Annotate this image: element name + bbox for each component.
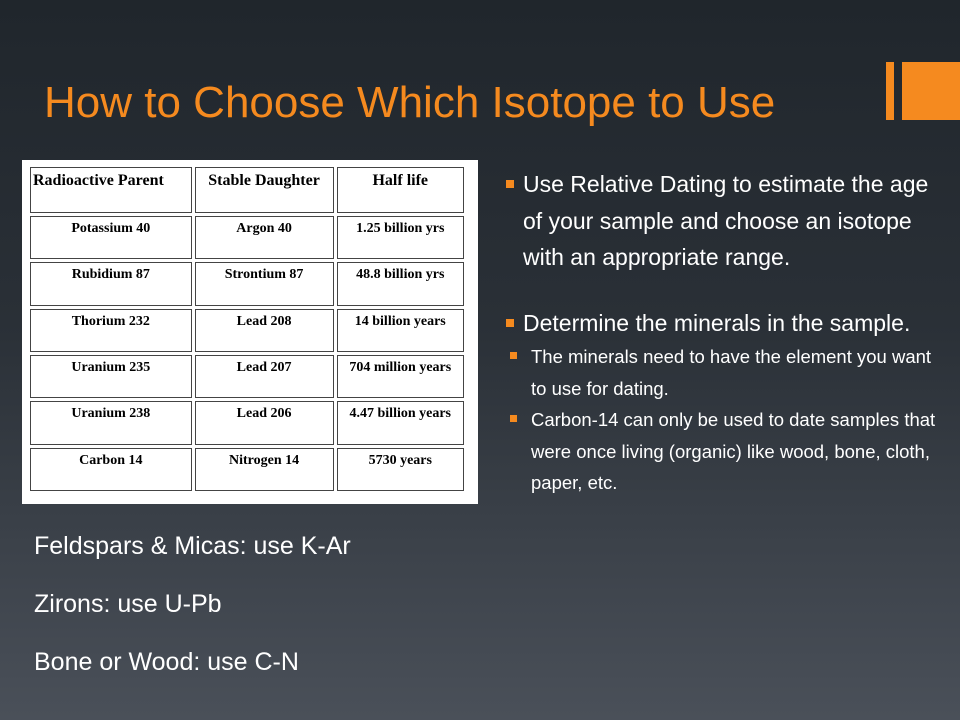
cell-parent: Thorium 232 <box>30 309 192 352</box>
note-zircons: Zirons: use U-Pb <box>34 590 222 618</box>
accent-block <box>902 62 960 120</box>
bullet-text: Use Relative Dating to estimate the age of your sample and choose an isotope with an appropriate range. <box>523 171 929 270</box>
cell-daughter: Lead 206 <box>195 401 334 444</box>
accent-bar <box>886 62 894 120</box>
cell-parent: Potassium 40 <box>30 216 192 259</box>
cell-half-life: 4.47 billion years <box>337 401 464 444</box>
cell-parent: Uranium 235 <box>30 355 192 398</box>
square-bullet-icon <box>506 180 514 188</box>
cell-half-life: 5730 years <box>337 448 464 491</box>
isotope-table-image <box>22 160 478 504</box>
bullet-list <box>506 166 946 499</box>
mineral-notes <box>34 526 351 700</box>
table-row <box>30 401 464 444</box>
note-feldspars: Feldspars & Micas: use K-Ar <box>34 532 351 560</box>
bullet-minerals <box>506 305 946 342</box>
cell-daughter: Strontium 87 <box>195 262 334 305</box>
square-bullet-icon <box>510 415 517 422</box>
cell-parent: Rubidium 87 <box>30 262 192 305</box>
table-row <box>30 262 464 305</box>
cell-half-life: 14 billion years <box>337 309 464 352</box>
cell-daughter: Argon 40 <box>195 216 334 259</box>
table-row <box>30 309 464 352</box>
sub-bullet-text: The minerals need to have the element you want to use for dating. <box>531 346 932 399</box>
cell-half-life: 48.8 billion yrs <box>337 262 464 305</box>
note-bone-wood: Bone or Wood: use C-N <box>34 648 299 676</box>
table-row <box>30 216 464 259</box>
cell-daughter: Nitrogen 14 <box>195 448 334 491</box>
table-row <box>30 355 464 398</box>
square-bullet-icon <box>510 352 517 359</box>
slide-title: How to Choose Which Isotope to Use <box>44 78 776 127</box>
square-bullet-icon <box>506 319 514 327</box>
cell-daughter: Lead 208 <box>195 309 334 352</box>
cell-daughter: Lead 207 <box>195 355 334 398</box>
cell-parent: Uranium 238 <box>30 401 192 444</box>
table-row <box>30 448 464 491</box>
bullet-relative-dating <box>506 166 946 276</box>
table-header-row <box>30 167 464 213</box>
header-daughter: Stable Daughter <box>195 167 334 213</box>
sub-bullet-element <box>506 341 946 404</box>
header-parent: Radioactive Parent <box>30 167 192 213</box>
cell-parent: Carbon 14 <box>30 448 192 491</box>
isotope-table <box>27 164 467 494</box>
bullet-text: Determine the minerals in the sample. <box>523 309 911 336</box>
sub-bullet-text: Carbon-14 can only be used to date samples that were once living (organic) like wood, bone, cloth, paper, etc. <box>531 409 936 493</box>
header-half-life: Half life <box>337 167 464 213</box>
cell-half-life: 1.25 billion yrs <box>337 216 464 259</box>
cell-half-life: 704 million years <box>337 355 464 398</box>
sub-bullet-carbon <box>506 404 946 499</box>
